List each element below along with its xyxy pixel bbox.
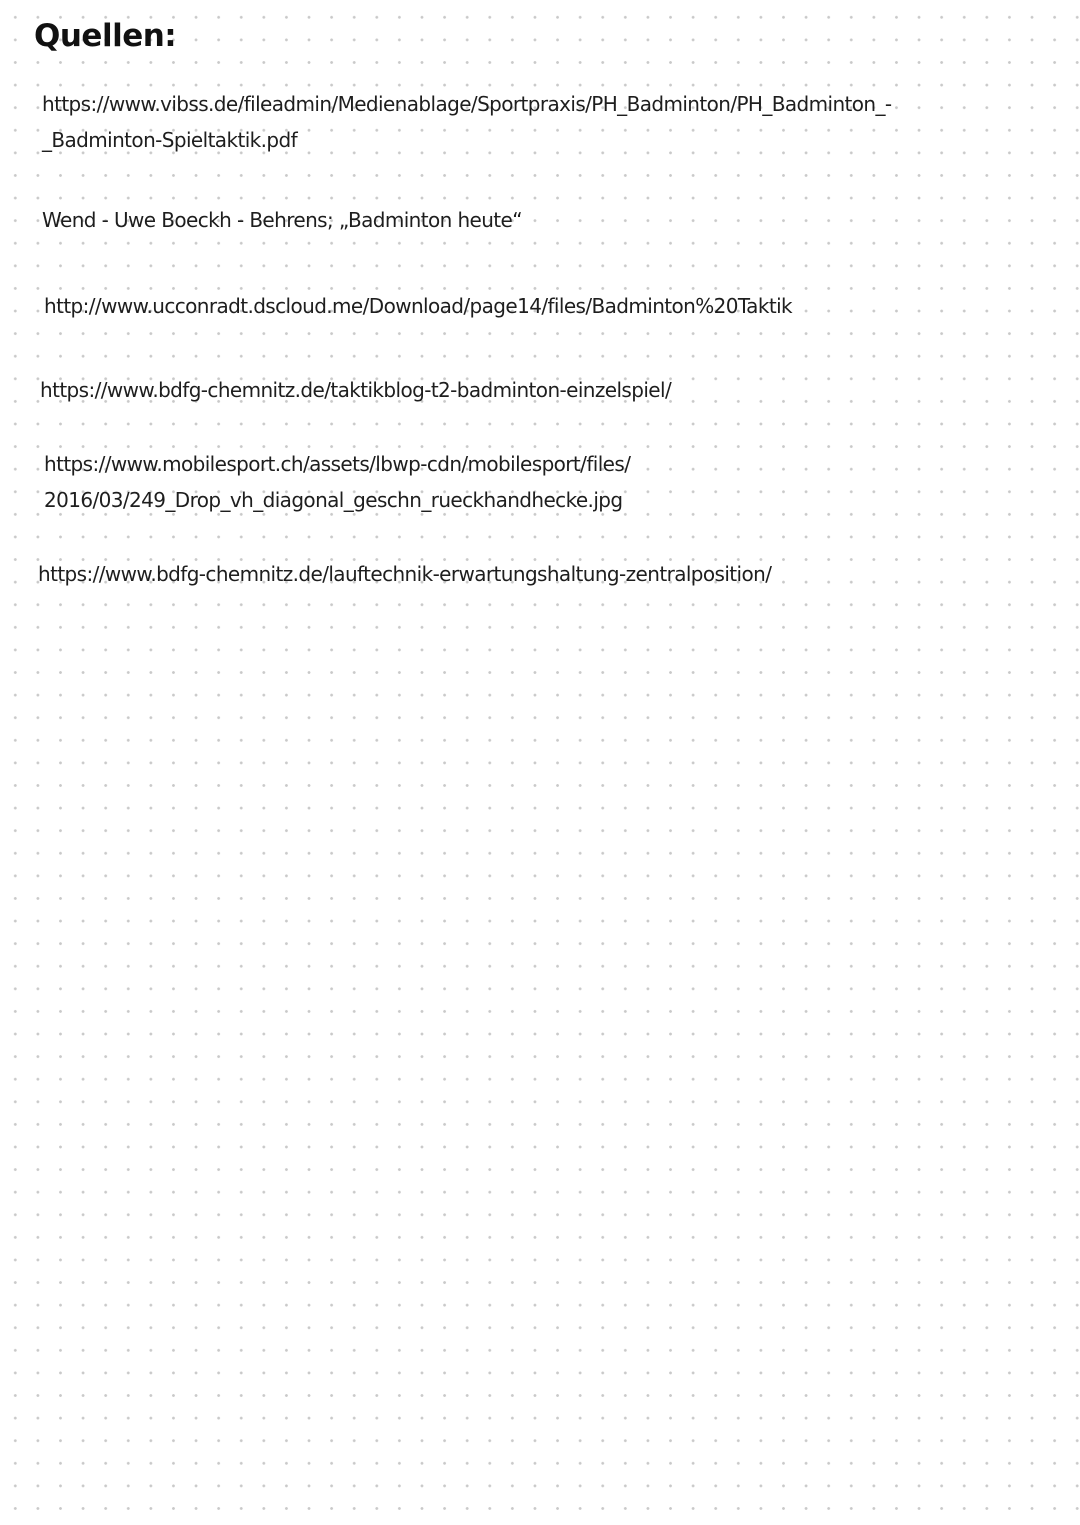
source-line: https://www.bdfg-chemnitz.de/lauftechnik-erwartungshaltung-zentralposition/ <box>38 562 772 586</box>
page-title: Quellen: <box>34 18 177 54</box>
source-item <box>44 446 630 518</box>
source-item <box>40 372 671 408</box>
source-line: Wend - Uwe Boeckh - Behrens; „Badminton heute“ <box>42 208 523 232</box>
source-line: https://www.bdfg-chemnitz.de/taktikblog-t2-badminton-einzelspiel/ <box>40 378 672 402</box>
source-line: _Badminton-Spieltaktik.pdf <box>42 128 298 152</box>
source-item <box>42 202 522 238</box>
source-item <box>38 556 771 592</box>
source-item <box>42 86 892 158</box>
source-line: http://www.ucconradt.dscloud.me/Download/page14/files/Badminton%20Taktik <box>44 294 793 318</box>
source-line: https://www.mobilesport.ch/assets/lbwp-cdn/mobilesport/files/ <box>44 452 631 476</box>
source-item <box>44 288 792 324</box>
source-line: https://www.vibss.de/fileadmin/Medienablage/Sportpraxis/PH_Badminton/PH_Badminton_- <box>42 92 892 116</box>
source-line: 2016/03/249_Drop_vh_diagonal_geschn_rueckhandhecke.jpg <box>44 488 623 512</box>
